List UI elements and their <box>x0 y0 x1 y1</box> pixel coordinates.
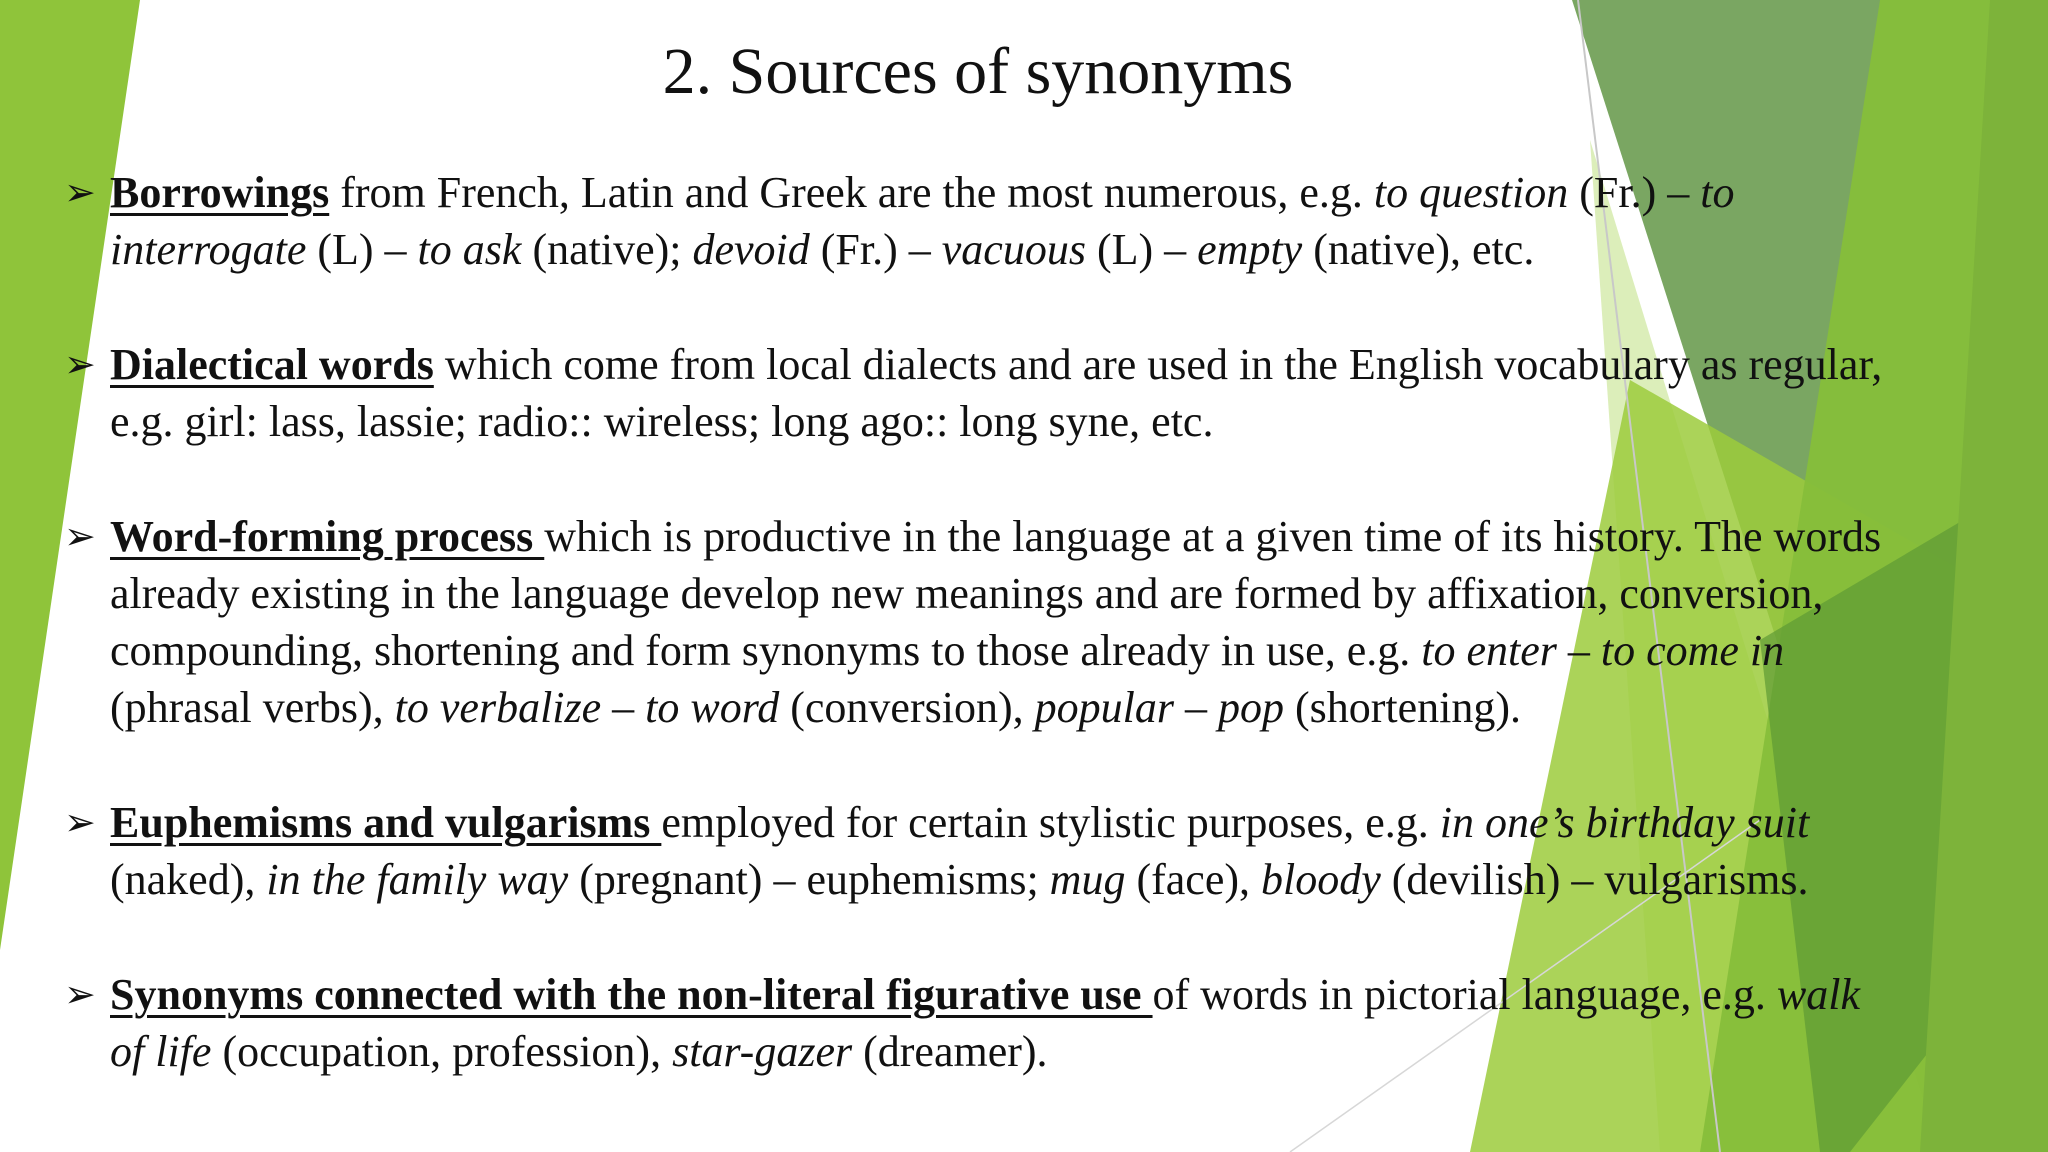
bullet-arrow-icon: ➢ <box>64 170 96 214</box>
bullet-text: (dreamer). <box>852 1027 1048 1076</box>
bullet-arrow-icon: ➢ <box>64 800 96 844</box>
bullet-lead-term: Synonyms connected with the non-literal figurative use <box>110 970 1153 1019</box>
example-term: to ask <box>417 225 522 274</box>
bullet-text: (naked), <box>110 855 267 904</box>
bullet-euphemisms-vulgarisms <box>64 794 2030 908</box>
example-term: popular – pop <box>1034 683 1284 732</box>
example-term: bloody <box>1261 855 1381 904</box>
example-term: devoid <box>692 225 810 274</box>
example-term: vacuous <box>941 225 1086 274</box>
example-term: interrogate <box>110 225 307 274</box>
slide-title: 2. Sources of synonyms <box>662 35 1294 108</box>
example-term: of life <box>110 1027 212 1076</box>
bullet-text: which come from local dialects and are used in the English vocabulary as regular, <box>433 340 1883 389</box>
bullet-word-forming-process <box>64 508 2030 736</box>
bullet-arrow-icon: ➢ <box>64 342 96 386</box>
bullet-text: compounding, shortening and form synonyms to those already in use, e.g. <box>110 626 1422 675</box>
example-term: to verbalize – to word <box>394 683 780 732</box>
bullet-text: of words in pictorial language, e.g. <box>1152 970 1777 1019</box>
bullet-text: (conversion), <box>779 683 1035 732</box>
bullet-arrow-icon: ➢ <box>64 514 96 558</box>
bullet-lead-term: Word-forming process <box>110 512 545 561</box>
example-term: mug <box>1049 855 1126 904</box>
bullet-text: (Fr.) – <box>1568 168 1701 217</box>
bullet-lead-term: Euphemisms and vulgarisms <box>110 798 662 847</box>
bullet-text: (Fr.) – <box>809 225 942 274</box>
example-term: walk <box>1776 970 1861 1019</box>
bullet-text: (native), etc. <box>1302 225 1535 274</box>
bullet-text: already existing in the language develop new meanings and are formed by affixation, conversion, <box>110 569 1824 618</box>
bullet-text: e.g. girl: lass, lassie; radio:: wireless; long ago:: long syne, etc. <box>110 397 1214 446</box>
bullet-figurative-use <box>64 966 2030 1080</box>
bullet-text: (phrasal verbs), <box>110 683 395 732</box>
bullet-borrowings <box>64 164 2030 278</box>
example-term: to <box>1700 168 1735 217</box>
example-term: in the family way <box>266 855 569 904</box>
bullet-text: employed for certain stylistic purposes, e.g. <box>661 798 1440 847</box>
bullet-text: (native); <box>521 225 693 274</box>
example-term: in one’s birthday suit <box>1439 798 1810 847</box>
bullet-lead-term: Dialectical words <box>110 340 434 389</box>
bullet-text: (devilish) – vulgarisms. <box>1380 855 1809 904</box>
bullet-text: (occupation, profession), <box>211 1027 673 1076</box>
bullet-text: (L) – <box>306 225 418 274</box>
bullet-text: (face), <box>1125 855 1261 904</box>
example-term: to question <box>1373 168 1569 217</box>
bullet-text: which is productive in the language at a given time of its history. The words <box>544 512 1882 561</box>
bullet-text: (pregnant) – euphemisms; <box>568 855 1050 904</box>
bullet-text: from French, Latin and Greek are the most numerous, e.g. <box>329 168 1374 217</box>
bullet-dialectical-words <box>64 336 2030 450</box>
example-term: star-gazer <box>672 1027 853 1076</box>
example-term: to enter – to come in <box>1421 626 1785 675</box>
bullet-text: (shortening). <box>1283 683 1522 732</box>
example-term: empty <box>1197 225 1303 274</box>
bullet-text: (L) – <box>1085 225 1198 274</box>
bullet-lead-term: Borrowings <box>110 168 330 217</box>
bullet-arrow-icon: ➢ <box>64 972 96 1016</box>
